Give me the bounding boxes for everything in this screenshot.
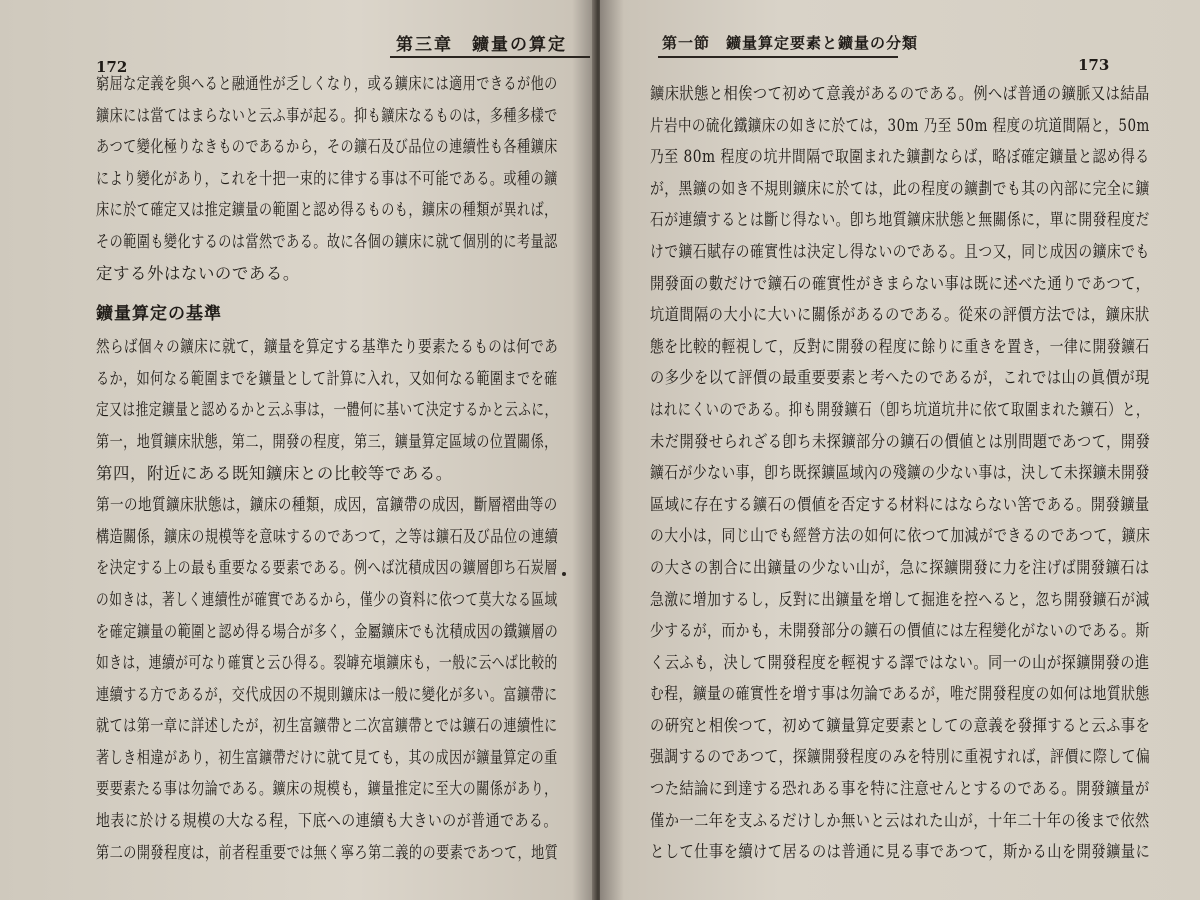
text-line: 如きは，連續が可なり確實と云ひ得る。裂罅充塡鑛床も，一般に云へば比較的 xyxy=(96,653,558,673)
right-header-rule xyxy=(658,56,898,58)
text-line: 開發面の數だけで鑛石の確實性がきまらない事は既に述べた通りであつて， xyxy=(650,273,1151,293)
right-text-block xyxy=(650,78,1200,868)
text-line: 構造關係，鑛床の規模等を意味するのであつて，之等は鑛石及び品位の連續 xyxy=(96,526,559,546)
text-line: つた結論に到達する恐れある事を特に注意せんとするのである。開發鑛量が xyxy=(650,779,1150,799)
text-line: を決定する上の最も重要なる要素である。例へば沈積成因の鑛層卽ち石炭層 xyxy=(96,558,558,578)
margin-dot xyxy=(562,572,566,576)
text-line: の大小は，同じ山でも經營方法の如何に依つて加減ができるのであつて，鑛床 xyxy=(650,526,1151,546)
text-line: 定する外はないのである。 xyxy=(96,263,300,283)
text-line: 僅か一二年を支ふるだけしか無いと云はれた山が，十年二十年の後まで依然 xyxy=(650,810,1150,830)
text-line: 態を比較的輕視して，反對に開發の程度に餘りに重きを置き，一律に開發鑛石 xyxy=(650,336,1150,356)
text-line: 少するが，而かも，未開發部分の鑛石の價値には左程變化がないのである。斯 xyxy=(650,621,1150,641)
text-line: 鑛床狀態と相俟つて初めて意義があるのである。例へば普通の鑛脈又は結晶 xyxy=(650,84,1150,103)
text-line: 石が連續するとは斷じ得ない。卽ち地質鑛床狀態と無關係に，單に開發程度だ xyxy=(650,210,1150,230)
text-line: 窮屈な定義を與へると融通性が乏しくなり，或る鑛床には適用できるが他の xyxy=(96,74,558,93)
text-line: 强調するのであつて，探鑛開發程度のみを特別に重視すれば，評價に際して偏 xyxy=(650,747,1151,767)
text-line: 未だ開發せられざる卽ち未探鑛部分の鑛石の價値とは別問題であつて，開發 xyxy=(650,431,1151,451)
text-line: が，黑鑛の如き不規則鑛床に於ては，此の程度の鑛劃でも其の內部に完全に鑛 xyxy=(650,178,1150,198)
left-page xyxy=(0,0,596,900)
text-line: む程，鑛量の確實性を增す事は勿論であるが，唯だ開發程度の如何は地質狀態 xyxy=(650,684,1150,704)
text-line: により變化があり，これを十把一束的に律する事は不可能である。或種の鑛 xyxy=(96,168,558,188)
text-line: の硏究と相俟つて，初めて鑛量算定要素としての意義を發揮すると云ふ事を xyxy=(650,715,1151,735)
left-header-rule xyxy=(390,56,590,58)
text-line: 鑛床には當てはまらないと云ふ事が起る。抑も鑛床なるものは，多種多樣で xyxy=(96,105,558,125)
text-line: として仕事を續けて居るのは普通に見る事であつて，斯かる山を開發鑛量に xyxy=(650,842,1151,862)
text-line: 乃至 80m 程度の坑井間隔で取圍まれた鑛劃ならば，略ぼ確定鑛量と認め得る xyxy=(650,147,1150,167)
text-line: 第一，地質鑛床狀態，第二，開發の程度，第三，鑛量算定區域の位置關係， xyxy=(96,431,558,451)
right-paragraph xyxy=(650,78,1200,868)
text-line: 第四，附近にある既知鑛床との比較等である。 xyxy=(96,463,453,483)
text-line: 就ては第一章に詳述したが，初生富鑛帶と二次富鑛帶とでは鑛石の連續性に xyxy=(96,716,558,736)
text-line: はれにくいのである。抑も開發鑛石（卽ち坑道坑井に依て取圍まれた鑛石）と， xyxy=(650,399,1150,419)
text-line: あつて變化極りなきものであるから，その鑛石及び品位の連續性も各種鑛床 xyxy=(96,137,558,157)
text-line: 地表に於ける規模の大なる程，下底への連續も大きいのが普通である。 xyxy=(96,811,558,831)
text-line: 第二の開發程度は，前者程重要では無く寧ろ第二義的の要素であつて，地質 xyxy=(96,842,559,862)
section-heading: 鑛量算定の基準 xyxy=(96,304,222,325)
text-line: 要要素たる事は勿論である。鑛床の規模も，鑛量推定に至大の關係があり， xyxy=(96,779,558,799)
right-page xyxy=(600,0,1200,900)
text-line: 連續する方であるが，交代成因の不規則鑛床は一般に變化が多い。富鑛帶に xyxy=(96,684,558,704)
text-line: 然らば個々の鑛床に就て，鑛量を算定する基準たり要素たるものは何であ xyxy=(96,337,559,357)
text-line: 區域に存在する鑛石の價値を否定する材料にはならない筈である。開發鑛量 xyxy=(650,494,1150,514)
text-line: の大さの割合に出鑛量の少ない山が，急に探鑛開發に力を注げば開發鑛石は xyxy=(650,557,1150,577)
text-line: く云ふも，決して開發程度を輕視する譯ではない。同一の山が探鑛開發の進 xyxy=(650,652,1150,672)
text-line: の多少を以て評價の最重要要素と考へたのであるが，これでは山の眞價が現 xyxy=(650,368,1150,388)
text-line: 坑道間隔の大小に大いに關係があるのである。從來の評價方法では，鑛床狀 xyxy=(650,305,1150,325)
text-line: の如きは，著しく連續性が確實であるから，僅少の資料に依つて莫大なる區域 xyxy=(96,589,558,609)
text-line: 鑛石が少ない事，卽ち既探鑛區域內の殘鑛の少ない事は，決して未探鑛未開發 xyxy=(650,463,1150,483)
left-text-block xyxy=(96,68,596,868)
text-line: 床に於て確定又は推定鑛量の範圍と認め得るものも，鑛床の種類が異れば， xyxy=(96,200,558,220)
text-line: 片岩中の硫化鐵鑛床の如きに於ては，30m 乃至 50m 程度の坑道間隔と，50m xyxy=(650,115,1150,135)
right-running-head: 第一節 鑛量算定要素と鑛量の分類 xyxy=(662,34,919,52)
text-line: 急激に增加するし，反對に出鑛量を增して掘進を控へると，忽ち開發鑛石が減 xyxy=(650,589,1150,609)
left-paragraph-lower xyxy=(96,331,596,868)
text-line: 第一の地質鑛床狀態は，鑛床の種類，成因，富鑛帶の成因，斷層褶曲等の xyxy=(96,495,558,515)
text-line: 著しき相違があり，初生富鑛帶だけに就て見ても，其の成因が鑛量算定の重 xyxy=(96,747,558,767)
text-line: けで鑛石賦存の確實性は決定し得ないのである。且つ又，同じ成因の鑛床でも xyxy=(650,241,1150,261)
text-line: その範圍も變化するのは當然である。故に各個の鑛床に就て個別的に考量認 xyxy=(96,231,558,251)
left-paragraph-upper xyxy=(96,68,596,289)
left-page-number: 172 xyxy=(96,58,128,76)
text-line: るか，如何なる範圍までを鑛量として計算に入れ，又如何なる範圍までを確 xyxy=(96,368,558,388)
text-line: 定又は推定鑛量と認めるかと云ふ事は，一體何に基いて決定するかと云ふに， xyxy=(96,400,558,420)
right-page-number: 173 xyxy=(1078,56,1110,74)
left-running-head: 第三章 鑛量の算定 xyxy=(396,35,567,55)
text-line: を確定鑛量の範圍と認め得る場合が多く，金屬鑛床でも沈積成因の鐵鑛層の xyxy=(96,621,559,641)
